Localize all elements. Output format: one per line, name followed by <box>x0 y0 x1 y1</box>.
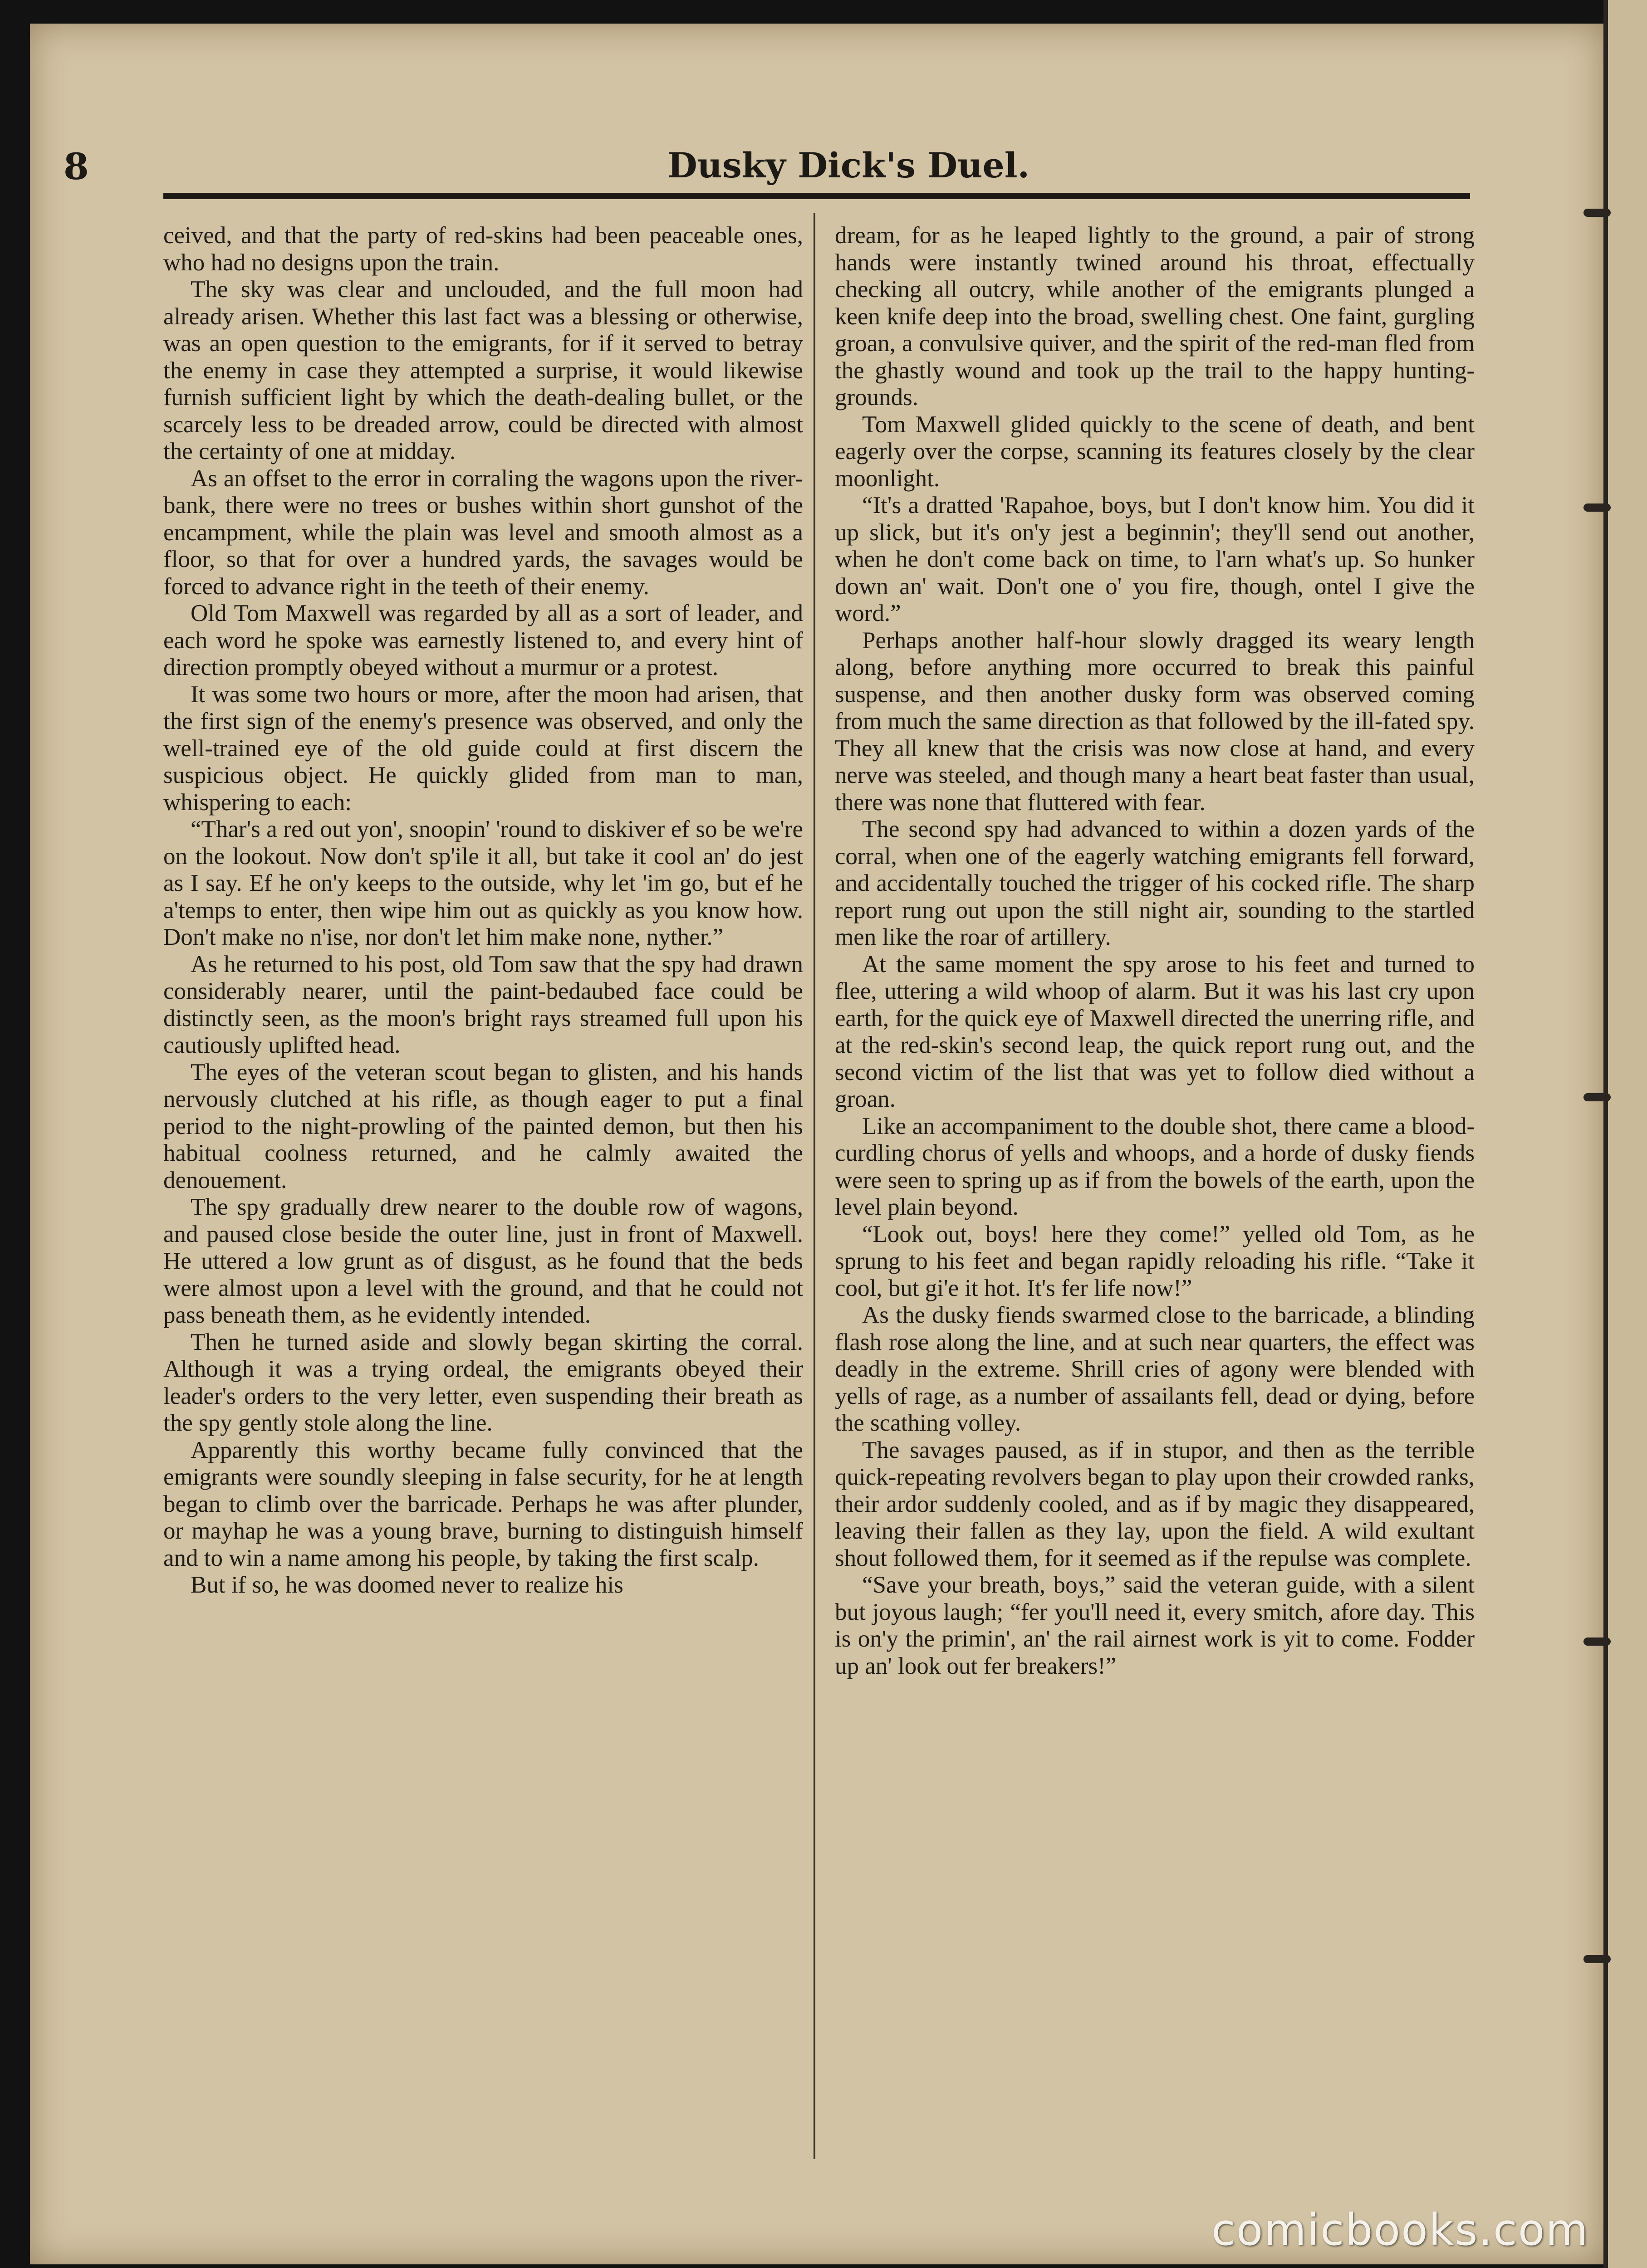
paragraph: The sky was clear and unclouded, and the full moon had already arisen. Whether this last fact was a blessing or otherwise, was an open question to the emigrants, for if it served to betray the enemy in case they attempted a surprise, it would likewise furnish sufficient light by which the death-dealing bullet, or the scarcely less to be dreaded arrow, could be directed with almost the certainty of one at midday. <box>163 276 803 464</box>
paragraph: “Save your breath, boys,” said the veteran guide, with a silent but joyous laugh; “fer you'll need it, every smitch, afore day. This is on'y the primin', an' the rail airnest work is yit to come. Fodder up an' look out fer breakers!” <box>835 1572 1475 1679</box>
left-column <box>163 222 803 2146</box>
paragraph: As an offset to the error in corraling the wagons upon the river-bank, there were no trees or bushes within short gunshot of the encampment, while the plain was level and smooth almost as a floor, so that for over a hundred yards, the savages would be forced to advance right in the teeth of their enemy. <box>163 465 803 600</box>
paragraph: The savages paused, as if in stupor, and then as the terrible quick-repeating revolvers began to play upon their crowded ranks, their ardor suddenly cooled, and as if by magic they disappeared, leaving their fallen as they lay, upon the field. A wild exultant shout followed them, for it seemed as if the repulse was complete. <box>835 1437 1475 1571</box>
paragraph: The spy gradually drew nearer to the double row of wagons, and paused close beside the outer line, just in front of Maxwell. He uttered a low grunt as of disgust, as he found that the beds were almost upon a level with the ground, and that he could not pass beneath them, as he evidently intended. <box>163 1194 803 1328</box>
paragraph: dream, for as he leaped lightly to the ground, a pair of strong hands were instantly twined around his throat, effectually checking all outcry, while another of the emigrants plunged a keen knife deep into the broad, swelling chest. One faint, gurgling groan, a convulsive quiver, and the spirit of the red-man fled from the ghastly wound and took up the trail to the happy hunting-grounds. <box>835 222 1475 411</box>
paragraph: As he returned to his post, old Tom saw that the spy had drawn considerably nearer, until the paint-bedaubed face could be distinctly seen, as the moon's bright rays streamed full upon his cautiously uplifted head. <box>163 951 803 1058</box>
paragraph: Apparently this worthy became fully convinced that the emigrants were soundly sleeping in false security, for he at length began to climb over the barricade. Perhaps he was after plunder, or mayhap he was a young brave, burning to distinguish himself and to win a name among his people, by taking the first scalp. <box>163 1437 803 1571</box>
paragraph: Old Tom Maxwell was regarded by all as a sort of leader, and each word he spoke was earnestly listened to, and every hint of direction promptly obeyed without a murmur or a protest. <box>163 600 803 680</box>
paragraph: “Thar's a red out yon', snoopin' 'round to diskiver ef so be we're on the lookout. Now don't sp'ile it all, but take it cool an' do jest as I say. Ef he on'y keeps to the outside, why let 'im go, but ef he a'temps to enter, then wipe him out as quickly as you know how. Don't make no n'ise, nor don't let him make none, nyther.” <box>163 816 803 950</box>
binding-stitch <box>1583 1093 1611 1101</box>
binding-stitch <box>1583 1955 1611 1963</box>
paragraph: The eyes of the veteran scout began to glisten, and his hands nervously clutched at his rifle, as though eager to put a final period to the night-prowling of the painted demon, but then his habitual coolness returned, and he calmly awaited the denouement. <box>163 1059 803 1193</box>
binding-stitch <box>1583 1637 1611 1646</box>
binding-stitch <box>1583 503 1611 512</box>
paragraph: Perhaps another half-hour slowly dragged its weary length along, before anything more occurred to break this painful suspense, and then another dusky form was observed coming from much the same direction as that followed by the ill-fated spy. They all knew that the crisis was now close at hand, and every nerve was steeled, and though many a heart beat faster than usual, there was none that fluttered with fear. <box>835 627 1475 816</box>
binding-stitch <box>1583 209 1611 217</box>
page-number: 8 <box>64 145 89 188</box>
right-column <box>835 222 1475 2146</box>
watermark: comicbooks.com <box>1211 2204 1589 2255</box>
paragraph: The second spy had advanced to within a dozen yards of the corral, when one of the eagerly watching emigrants fell forward, and accidentally touched the trigger of his cocked rifle. The sharp report rung out upon the still night air, sounding to the startled men like the roar of artillery. <box>835 816 1475 950</box>
adjacent-page-edge <box>1603 0 1647 2268</box>
paragraph: Then he turned aside and slowly began skirting the corral. Although it was a trying ordeal, the emigrants obeyed their leader's orders to the very letter, even suspending their breath as the spy gently stole along the line. <box>163 1329 803 1436</box>
paragraph: As the dusky fiends swarmed close to the barricade, a blinding flash rose along the line, and at such near quarters, the effect was deadly in the extreme. Shrill cries of agony were blended with yells of rage, as a number of assailants fell, dead or dying, before the scathing volley. <box>835 1302 1475 1436</box>
header-rule <box>163 193 1470 199</box>
paragraph: “It's a dratted 'Rapahoe, boys, but I don't know him. You did it up slick, but it's on'y jest a beginnin'; they'll send out another, when he don't come back on time, to l'arn what's up. So hunker down an' wait. Don't one o' you fire, though, ontel I give the word.” <box>835 492 1475 626</box>
running-title: Dusky Dick's Duel. <box>667 145 1030 186</box>
column-divider <box>814 213 815 2159</box>
paragraph: Tom Maxwell glided quickly to the scene of death, and bent eagerly over the corpse, scanning its features closely by the clear moonlight. <box>835 411 1475 492</box>
paragraph: Like an accompaniment to the double shot, there came a blood-curdling chorus of yells and whoops, and a horde of dusky fiends were seen to spring up as if from the bowels of the earth, upon the level plain beyond. <box>835 1113 1475 1220</box>
paragraph: “Look out, boys! here they come!” yelled old Tom, as he sprung to his feet and began rapidly reloading his rifle. “Take it cool, but gi'e it hot. It's fer life now!” <box>835 1221 1475 1301</box>
paragraph: It was some two hours or more, after the moon had arisen, that the first sign of the enemy's presence was observed, and only the well-trained eye of the old guide could at first discern the suspicious object. He quickly glided from man to man, whispering to each: <box>163 681 803 816</box>
paragraph: At the same moment the spy arose to his feet and turned to flee, uttering a wild whoop of alarm. But it was his last cry upon earth, for the quick eye of Maxwell directed the unerring rifle, and at the red-skin's second leap, the quick report rung out, and the second victim of the list that was yet to follow died without a groan. <box>835 951 1475 1112</box>
paragraph: But if so, he was doomed never to realize his <box>191 1572 623 1598</box>
paragraph: ceived, and that the party of red-skins had been peaceable ones, who had no designs upon the train. <box>163 222 803 276</box>
